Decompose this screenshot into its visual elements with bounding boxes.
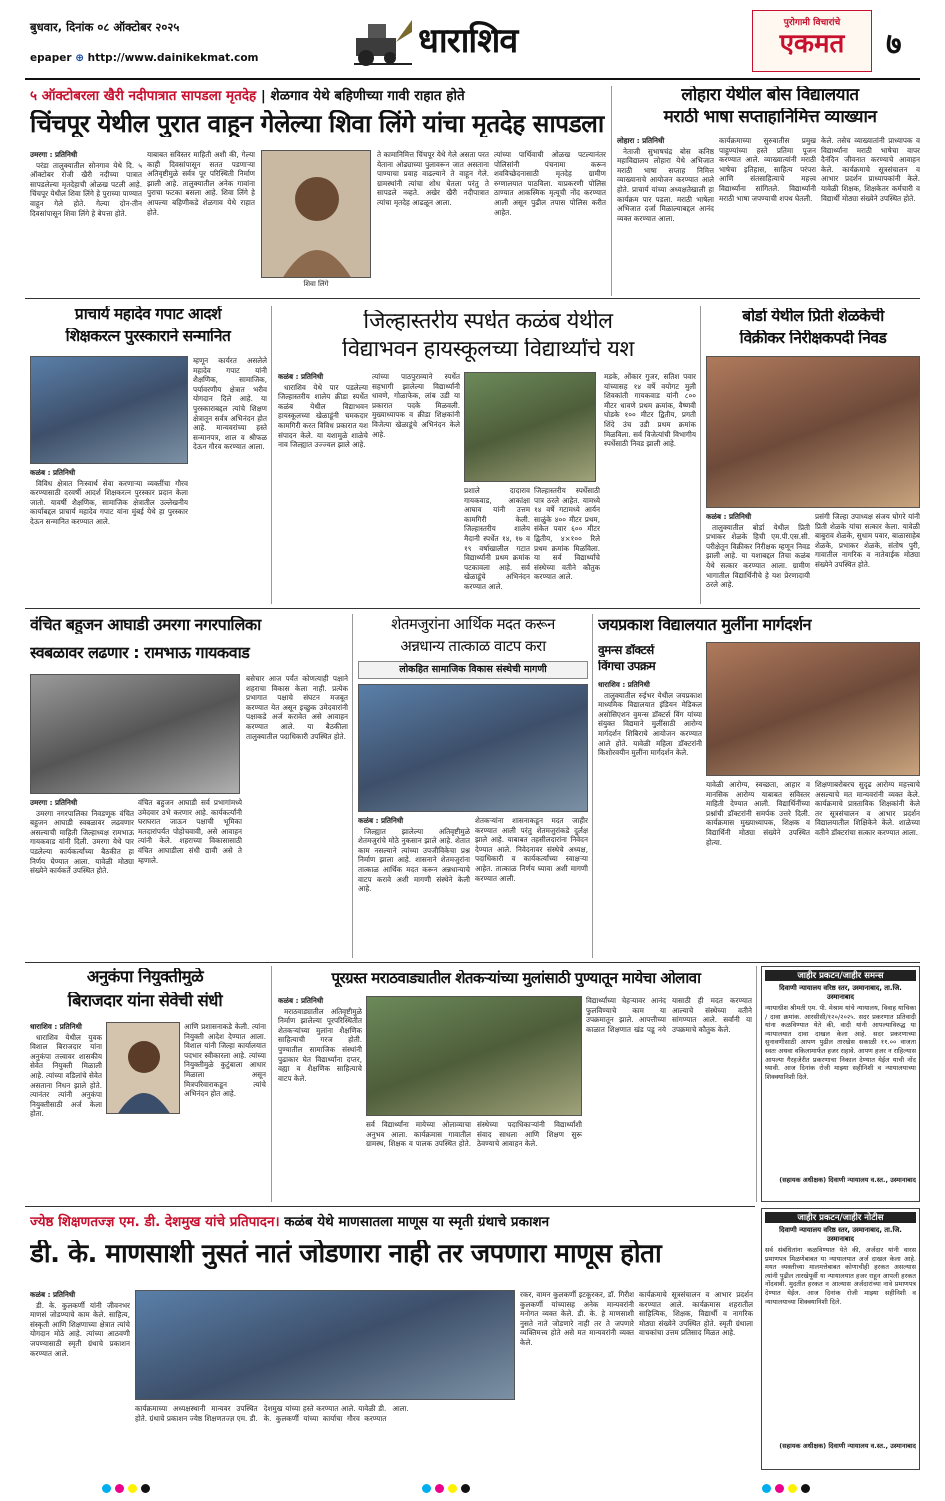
notice1-court: दिवाणी न्यायालय वरिष्ठ स्तर, उस्मानाबाद, ता.जि. उस्मानाबाद [779, 984, 902, 1001]
notice2-header: जाहीर प्रकटन/जाहीर नोटीस [765, 1212, 916, 1223]
story8-subhead-line2: विंगचा उपक्रम [598, 660, 656, 673]
notice1-header: जाहीर प्रकटन/जाहीर समन्स [765, 970, 916, 981]
story3-divider [271, 306, 272, 604]
story10-divider [756, 966, 757, 1202]
dot-black-icon [801, 1484, 810, 1493]
story2-headline-line1: लोहारा येथील बोस विद्यालयात [681, 86, 859, 105]
epaper-line [30, 52, 258, 64]
story6-photo [30, 674, 240, 794]
story10-col1 [278, 996, 362, 1200]
story11-col1-text: डी. के. कुलकर्णी यांनी जीवनभर माणसं जोडण्याचे काम केले. साहित्य, संस्कृती आणि शिक्षणाच्या क्षेत्रात त्यांचे योगदान मोठे आहे. त्यांच्या आठवणी जपण्यासाठी स्मृती ग्रंथाचे प्रकाशन करण्यात आले. [30, 1300, 130, 1358]
story5-col2: प्रसंगी जिल्हा उपाध्यक्ष संजय घोगरे यांनी प्रिती शेळके यांचा सत्कार केला. यावेळी बाबुराव शेळके, सुधाम पवार, बाळासाहेब शेळके, प्रभाकर शेळके, संतोष पुरी, गावातील नागरिक व नातेवाईक मोठ्या संख्येने उपस्थित होते. [815, 512, 920, 569]
notice1-sign: (सहायक अधीक्षक) दिवाणी न्यायालय व.स्त., उस्मानाबाद [779, 1176, 916, 1184]
farm-illustration-icon [352, 12, 414, 68]
story6-headline-line2: स्वबळावर लढणार : रामभाऊ गायकवाड [30, 644, 250, 662]
globe-icon: ⊕ [75, 52, 85, 64]
story11-col4: कार्यक्रमाचे सूत्रसंचालन व आभार प्रदर्शन करण्यात आले. कार्यक्रमास शहरातील साहित्यिक, शिक्षक, विद्यार्थी व नागरिक मोठ्या संख्येने उपस्थित होते. स्मृती ग्रंथाला वाचकांचा उत्तम प्रतिसाद मिळत आहे. [639, 1290, 753, 1338]
story11-kicker [30, 1212, 754, 1230]
story7-headline-line1: शेतमजुरांना आर्थिक मदत करून [391, 616, 555, 633]
registration-marks-center [420, 1478, 472, 1497]
story4-col3: प्रशाले दादाराव गायकवाड, आकांक्षा आघाव यांनी उत्तम कामगिरी केली. जिल्हास्तरीय शालेय मैदानी स्पर्धेत १४, १७ व १९ वर्षाखालील गटात विद्यार्थ्यांनी प्रथम क्रमांक पटकावला आहे. सर्व खेळाडूंचे अभिनंदन करण्यात आले. [464, 486, 530, 591]
story1-photo [261, 150, 371, 278]
story2-col1 [617, 136, 714, 294]
portrait-icon [262, 151, 371, 278]
story3-headline-line2: शिक्षकरत्न पुरस्काराने सन्मानित [65, 328, 231, 345]
story8-photo [706, 642, 920, 776]
dot-yellow-icon [788, 1484, 797, 1493]
dot-cyan-icon [762, 1484, 771, 1493]
registration-marks-right [760, 1478, 812, 1497]
story11-dateline: कळंब : प्रतिनिधी [30, 1290, 76, 1299]
story4-headline-line2: विद्याभवन हायस्कूलच्या विद्यार्थ्यांचे यश [342, 338, 634, 362]
story10-col1-text: मराठवाड्यातील अतिवृष्टीमुळे निर्माण झालेल्या पूरपरिस्थितीत शेतकऱ्यांच्या मुलांना शैक्षणिक साहित्याची गरज होती. पुण्यातील सामाजिक संस्थांनी पुढाकार घेत विद्यार्थ्यांना दप्तर, वह्या व शैक्षणिक साहित्याचे वाटप केले. [278, 1006, 362, 1083]
story6-col1-text: उमरगा नगरपालिका निवडणूक वंचित बहुजन आघाडी स्वबळावर लढवणार असल्याची माहिती जिल्हाध्यक्ष रामभाऊ गायकवाड यांनी दिली. उमरगा येथे पार पडलेल्या कार्यकर्त्यांच्या बैठकीत हा निर्णय घेण्यात आला. यावेळी मोठ्या संख्येने कार्यकर्ते उपस्थित होते. [30, 808, 134, 876]
notice2-body: सर्व संबंधितांना कळविण्यात येते की, अर्जदार यांनी वारस प्रमाणपत्र मिळणेबाबत या न्यायालयात अर्ज दाखल केला आहे. मयत व्यक्तीच्या मालमत्तेबाबत कोणाचीही हरकत असल्यास त्यांनी पुढील तारखेपूर्वी या न्यायालयात हजर राहून आपली हरकत नोंदवावी. मुदतीत हरकत न आल्यास अर्जदारांच्या नावे प्रमाणपत्र देण्यात येईल. आज दिनांक रोजी माझ्या सहीनिशी व न्यायालयाच्या शिक्क्यानिशी दिले. [765, 1246, 916, 1306]
story9-col1-text: धाराशिव येथील युवक विशाल बिराजदार यांना अनुकंपा तत्त्वावर शासकीय सेवेत नियुक्ती मिळाली आहे. त्यांच्या वडिलांचे सेवेत असताना निधन झाले होते. त्यानंतर त्यांनी अनुकंपा नियुक्तीसाठी अर्ज केला होता. [30, 1032, 102, 1119]
story1-kicker-left: ५ ऑक्टोबरला खैरी नदीपात्रात सापडला मृतदेह [30, 88, 257, 104]
story3-dateline: कळंब : प्रतिनिधी [30, 468, 76, 477]
story7-headline-line2: अन्नधान्य तात्काळ वाटप करा [400, 638, 546, 655]
story11-col1 [30, 1290, 130, 1468]
story8-col1-text: तालुक्यातील रुईभर येथील जयप्रकाश माध्यमिक विद्यालयात इंडियन मेडिकल असोसिएशन वुमन्स डॉक्टर्स विंग यांच्या संयुक्त विद्यमाने मुलींसाठी आरोग्य मार्गदर्शन शिबिराचे आयोजन करण्यात आले होते. यावेळी महिला डॉक्टरांनी किशोरवयीन मुलींना मार्गदर्शन केले. [598, 690, 702, 758]
dot-cyan-icon [422, 1484, 431, 1493]
story3-headline-line1: प्राचार्य महादेव गपाट आदर्श [74, 306, 222, 323]
story11-photo [135, 1290, 515, 1400]
story1-dateline: उमरगा : प्रतिनिधी [30, 150, 78, 159]
story9-col2: आणि प्रशासनाकडे केली. त्यांना नियुक्ती आदेश देण्यात आला. विशाल यांनी जिल्हा कार्यालयात पदभार स्वीकारला आहे. त्यांच्या नियुक्तीमुळे कुटुंबाला आधार मिळाला असून मित्रपरिवाराकडून त्यांचे अभिनंदन होत आहे. [184, 1022, 266, 1099]
story9-col1 [30, 1022, 102, 1200]
story5-col1 [706, 512, 810, 604]
dot-black-icon [141, 1484, 150, 1493]
dot-magenta-icon [115, 1484, 124, 1493]
story4-photo [464, 372, 596, 482]
story8-subhead-line1: वुमन्स डॉक्टर्स [598, 644, 654, 657]
story1-headline: चिंचपूर येथील पुरात वाहून गेलेल्या शिवा लिंगे यांचा मृतदेह सापडला [30, 110, 604, 138]
story4-col4: जिल्हास्तरीय स्पर्धेसाठी पात्र ठरले आहेत. यामध्ये १४ वर्षे गटामध्ये आर्यन साळुंके ४०० मीटर प्रथम, संकेत पवार ६०० मीटर द्वितीय, ४×१०० रिले प्रथम क्रमांक मिळविला. या सर्व विद्यार्थ्यांचे संस्थेच्या वतीने कौतुक करण्यात आले. [534, 486, 600, 582]
notice2-court: दिवाणी न्यायालय वरिष्ठ स्तर, उस्मानाबाद, ता.जि. उस्मानाबाद [779, 1226, 902, 1243]
story9-dateline: धाराशिव : प्रतिनिधी [30, 1022, 82, 1031]
dot-magenta-icon [775, 1484, 784, 1493]
story10-headline: पूरग्रस्त मराठवाड्यातील शेतकऱ्यांच्या मुलांसाठी पुण्यातून मायेचा ओलावा [331, 970, 701, 987]
dot-black-icon [461, 1484, 470, 1493]
story1-divider [611, 86, 612, 296]
story7-col1-text: जिल्ह्यात झालेल्या अतिवृष्टीमुळे शेतमजुरांचे मोठे नुकसान झाले आहे. शेतात काम नसल्याने त्यांच्या उपजीविकेचा प्रश्न निर्माण झाला आहे. शासनाने शेतमजुरांना तात्काळ आर्थिक मदत करून अन्नधान्याचे वाटप करावे अशी मागणी संस्थेने केली आहे. [358, 826, 470, 894]
masthead-rule [25, 78, 920, 80]
story9-headline-line2: बिराजदार यांना सेवेची संधी [67, 992, 223, 1010]
story11-col2: कार्यक्रमाच्या अध्यक्षस्थानी मान्यवर उपस्थित होते. ग्रंथाचे प्रकाशन ज्येष्ठ शिक्षणतज्ज्ञ एम. डी. देशमुख यांच्या हस्ते करण्यात आले. यावेळी डी. के. कुलकर्णी यांच्या कार्याचा गौरव करण्यात आला. [135, 1404, 409, 1423]
story6-col2: वंचित बहुजन आघाडी सर्व प्रभागांमध्ये उमेदवार उभे करणार आहे. कार्यकर्त्यांनी घराघरात जाऊन पक्षाची भूमिका मतदारांपर्यंत पोहोचवावी, असे आवाहन त्यांनी केले. शहराच्या विकासासाठी वंचित आघाडीला संधी द्यावी असे ते म्हणाले. [138, 798, 242, 865]
story1-col2: याबाबत सविस्तर माहिती अशी की, गेल्या काही दिवसांपासून सतत पडणाऱ्या अतिवृष्टीमुळे सर्वत्र पूर परिस्थिती निर्माण झाली आहे. तालुक्यातील अनेक गावांना पुराचा फटका बसला आहे. शिवा लिंगे हे आपल्या बहिणीकडे शेळगाव येथे राहात होते. [147, 150, 255, 217]
story10-dateline: कळंब : प्रतिनिधी [278, 996, 324, 1005]
legal-notice-1 [761, 966, 920, 1202]
row1-rule [25, 298, 920, 299]
story6-col3: बसेचार आज पर्यंत कोणत्याही पक्षाने शहराचा विकास केला नाही. प्रत्येक प्रभागात पक्षाचे संघटन मजबूत करण्यात येत असून इच्छुक उमेदवारांनी पक्षाकडे अर्ज करावेत असे आवाहन करण्यात आले. या बैठकीला तालुक्यातील पदाधिकारी उपस्थित होते. [246, 674, 348, 741]
page-number: ७ [886, 27, 902, 62]
story2-col1-text: नेताजी सुभाषचंद्र बोस कनिष्ठ महाविद्यालय लोहारा येथे अभिजात मराठी भाषा सप्ताह निमित्त व्याख्यानाचे आयोजन करण्यात आले होते. प्राचार्य यांच्या अध्यक्षतेखाली हा कार्यक्रम पार पडला. मराठी भाषेला अभिजात दर्जा मिळाल्याबद्दल आनंद व्यक्त करण्यात आला. [617, 146, 714, 223]
story1-col1 [30, 150, 142, 292]
story1-col1-text: परंडा तालुक्यातील सोनगाव येथे दि. ५ ऑक्टोबर रोजी खैरी नदीच्या पात्रात सापडलेल्या मृतदेहाची ओळख पटली आहे. चिंचपूर येथील शिवा लिंगे हे पुराच्या पाण्यात वाहून गेले होते. गेल्या दोन-तीन दिवसांपासून शिवा लिंगे हे बेपत्ता होते. [30, 160, 142, 218]
story1-photo-caption: शिवा लिंगे [303, 280, 329, 288]
story5-dateline: कळंब : प्रतिनिधी [706, 512, 752, 521]
story3-col1 [30, 468, 188, 603]
story6-col1 [30, 798, 134, 956]
notice2-sign: (सहायक अधीक्षक) दिवाणी न्यायालय व.स्त., उस्मानाबाद [779, 1442, 916, 1450]
story3-photo [30, 356, 188, 464]
story7-col2: शेतकऱ्यांना शासनाकडून मदत जाहीर करण्यात आली परंतु शेतमजुरांकडे दुर्लक्ष झाले आहे. याबाबत तहसीलदारांना निवेदन देण्यात आले. निवेदनावर संस्थेचे अध्यक्ष, पदाधिकारी व कार्यकर्त्यांच्या स्वाक्षऱ्या आहेत. तात्काळ निर्णय घ्यावा अशी मागणी करण्यात आली. [475, 816, 588, 883]
story9-photo [106, 1022, 180, 1114]
story7-dateline: कळंब : प्रतिनिधी [358, 816, 404, 825]
notice1-body: न्यायाधीश श्रीमती एम. पी. मेश्राम यांचे न्यायालय, विवाह याचिका / दावा क्रमांक. आरसीसी/१२०/२०२५. सदर प्रकरणात प्रतिवादी यांना कळविण्यात येते की, वादी यांनी आपल्याविरुद्ध या न्यायालयात दावा दाखल केला आहे. सदर प्रकरणाच्या सुनावणीसाठी आपण पुढील तारखेस सकाळी ११.०० वाजता स्वतः अथवा वकिलामार्फत हजर राहावे. आपण हजर न राहिल्यास आपल्या गैरहजेरीत प्रकरणाचा निकाल देण्यात येईल याची नोंद घ्यावी. आज दिनांक रोजी माझ्या सहीनिशी व न्यायालयाच्या शिक्क्यानिशी दिले. [765, 1004, 916, 1081]
story6-divider [352, 614, 353, 958]
story8-col1 [598, 680, 702, 958]
person-portrait-icon [107, 1023, 180, 1114]
story5-col1-text: तालुक्यातील बोर्डा येथील प्रिती प्रभाकर शेळके हिची एम.पी.एस.सी. परीक्षेतून विक्रीकर निरीक्षक म्हणून निवड झाली आहे. या यशाबद्दल तिचा कळंब येथे सत्कार करण्यात आला. ग्रामीण भागातील विद्यार्थिनीचे हे यश प्रेरणादायी ठरले आहे. [706, 522, 810, 590]
story4-col1-text: धाराशिव येथे पार पडलेल्या जिल्हास्तरीय शालेय क्रीडा स्पर्धेत कळंब येथील विद्याभवन हायस्कूलच्या खेळाडूंनी चमकदार कामगिरी करत विविध प्रकारात यश संपादन केले. या यशामुळे शाळेचे नाव जिल्ह्यात उज्ज्वल झाले आहे. [278, 382, 368, 450]
dot-yellow-icon [128, 1484, 137, 1493]
story9-divider [271, 966, 272, 1202]
website-link[interactable]: http://www.dainikekmat.com [87, 52, 259, 64]
story6-headline-line1: वंचित बहुजन आघाडी उमरगा नगरपालिका [30, 616, 261, 634]
story4-headline-line1: जिल्हास्तरीय स्पर्धेत कळंब येथील [363, 310, 613, 334]
story10-photo [366, 996, 582, 1116]
story5-headline-line1: बोर्डा येथील प्रिती शेळकेची [742, 308, 884, 325]
story4-col2: त्यांच्या पाठपुराव्याने स्पर्धेत सहभागी झालेल्या विद्यार्थ्यांनी धावणे, गोळाफेक, लांब उडी या प्रकारात पदके मिळवली. मुख्याध्यापक व क्रीडा शिक्षकांनी विजेत्या खेळाडूंचे अभिनंदन केले आहे. [372, 372, 460, 439]
dot-magenta-icon [435, 1484, 444, 1493]
story11-kicker-left: ज्येष्ठ शिक्षणतज्ज्ञ एम. डी. देशमुख यांचे प्रतिपादन। [30, 1214, 280, 1230]
story2-col2: कार्यक्रमाच्या सुरुवातीस प्रमुख पाहुण्यांच्या हस्ते प्रतिमा पूजन करण्यात आले. व्याख्यात्यांनी मराठी भाषेचा इतिहास, साहित्य परंपरा आणि संतसाहित्याचे महत्त्व विद्यार्थ्यांना सांगितले. विद्यार्थ्यांनी मराठी भाषा जपण्याची शपथ घेतली. [719, 136, 816, 203]
story6-dateline: उमरगा : प्रतिनिधी [30, 798, 78, 807]
masthead-date: बुधवार, दिनांक ०८ ऑक्टोबर २०२५ [30, 20, 180, 34]
masthead [0, 0, 945, 78]
epaper-label: epaper [30, 52, 72, 64]
story1-col4: त्यांच्या पार्थिवाची ओळख पटल्यानंतर पोलिसांनी पंचनामा करून शवविच्छेदनासाठी मृतदेह ग्रामीण रुग्णालयात पाठविला. याप्रकरणी पोलिस ठाण्यात आकस्मिक मृत्यूची नोंद करण्यात आली असून पुढील तपास पोलिस करीत आहेत. [494, 150, 606, 217]
story7-divider [592, 614, 593, 958]
story9-headline-line1: अनुकंपा नियुक्तीमुळे [86, 968, 204, 986]
story2-dateline: लोहारा : प्रतिनिधी [617, 136, 665, 145]
brand-name: एकमत [779, 29, 845, 59]
section-logo-block [352, 12, 602, 70]
story3-col2: म्हणून कार्यरत असलेले महादेव गपाट यांनी शैक्षणिक, सामाजिक, पर्यावरणीय क्षेत्रात भरीव योगदान दिले आहे. या पुरस्काराबद्दल त्यांचे शिक्षण क्षेत्रातून सर्वत्र अभिनंदन होत आहे. मान्यवरांच्या हस्ते सन्मानपत्र, शाल व श्रीफळ देऊन गौरव करण्यात आला. [193, 356, 267, 452]
section-title: धाराशिव [418, 21, 518, 61]
legal-notice-2 [761, 1208, 920, 1470]
story7-photo [358, 684, 588, 812]
story8-headline: जयप्रकाश विद्यालयात मुलींना मार्गदर्शन [598, 616, 811, 634]
story11-headline: डी. के. माणसाशी नुसतं नातं जोडणारा नाही तर जपणारा माणूस होता [30, 1240, 662, 1269]
story10-col2: सर्व विद्यार्थ्यांना मायेच्या ओलाव्याचा अनुभव आला. कार्यक्रमास गावातील ग्रामस्थ, शिक्षक व पालक उपस्थित होते. संस्थेच्या पदाधिकाऱ्यांनी विद्यार्थ्यांशी संवाद साधला आणि शिक्षण सुरू ठेवण्याचे आवाहन केले. [366, 1120, 582, 1149]
dot-cyan-icon [102, 1484, 111, 1493]
brand-block [752, 10, 872, 72]
story7-col1 [358, 816, 470, 956]
story1-col3: ते कामानिमित्त चिंचपूर येथे गेले असता परत येताना ओढ्याच्या पुलावरून जात असताना पाण्याचा प्रवाह वाढल्याने ते वाहून गेले. ग्रामस्थांनी त्यांचा शोध घेतला परंतु ते सापडले नव्हते. अखेर खैरी नदीपात्रात त्यांचा मृतदेह आढळून आला. [377, 150, 489, 207]
row3-rule [25, 962, 920, 963]
dot-yellow-icon [448, 1484, 457, 1493]
story4-col1 [278, 372, 368, 602]
story8-col3: शिक्षणाबरोबरच सुदृढ आरोग्य महत्त्वाचे असल्याचे मत मान्यवरांनी व्यक्त केले. कार्यक्रमाचे प्रास्ताविक शिक्षकांनी केले तर सूत्रसंचालन व आभार प्रदर्शन विद्यालयातील शिक्षिकेने केले. शाळेच्या वतीने डॉक्टरांचा सत्कार करण्यात आला. [815, 780, 920, 837]
story7-banner: लोकहित सामाजिक विकास संस्थेची मागणी [358, 661, 588, 679]
story4-dateline: कळंब : प्रतिनिधी [278, 372, 324, 381]
row4-rule [25, 1206, 755, 1207]
story8-col2: यावेळी आरोग्य, स्वच्छता, आहार व मानसिक आरोग्य याबाबत सविस्तर माहिती देण्यात आली. विद्यार्थिनींच्या प्रश्नांची डॉक्टरांनी समर्पक उत्तरे दिली. कार्यक्रमास मुख्याध्यापक, शिक्षक व विद्यार्थिनी मोठ्या संख्येने उपस्थित होत्या. [706, 780, 810, 847]
row2-rule [25, 608, 920, 609]
story1-kicker-right: शेळगाव येथे बहिणीच्या गावी राहात होते [270, 88, 465, 104]
story4-col5: मडके, ओंकार गुजर, सतिश पवार यांच्यासह १४ वर्षे वयोगट मुली शिवकांती गायकवाड यांनी ८०० मीटर धावणे प्रथम क्रमांक, वैष्णवी घोडके १०० मीटर द्वितीय, प्रगती शिंदे उंच उडी प्रथम क्रमांक मिळविला. सर्व विजेत्यांची विभागीय स्पर्धेसाठी निवड झाली आहे. [604, 372, 696, 449]
brand-tagline: पुरोगामी विचारांचे [783, 18, 841, 28]
story2-col3: केले. तसेच व्याख्यातांनी प्राध्यापक व विद्यार्थ्यांना मराठी भाषेचा वापर दैनंदिन जीवनात करण्याचे आवाहन केले. कार्यक्रमाचे सूत्रसंचालन व आभार प्रदर्शन प्राध्यापकांनी केले. यावेळी शिक्षक, शिक्षकेतर कर्मचारी व विद्यार्थी मोठ्या संख्येने उपस्थित होते. [821, 136, 920, 203]
story3-col1-text: विविध क्षेत्रात निःस्वार्थ सेवा करणाऱ्या व्यक्तींचा गौरव करण्यासाठी दरवर्षी आदर्श शिक्षकरत्न पुरस्कार प्रदान केला जातो. यावर्षी शैक्षणिक, सामाजिक क्षेत्रातील उल्लेखनीय कार्याबद्दल प्राचार्य महादेव गपाट यांना मुंबई येथे हा पुरस्कार देऊन सन्मानित करण्यात आले. [30, 478, 188, 526]
story2-headline-line2: मराठी भाषा सप्ताहानिमित्त व्याख्यान [663, 108, 877, 127]
registration-marks-left [100, 1478, 152, 1497]
story10-col3: विद्यार्थ्यांच्या चेहऱ्यावर आनंद फुलविण्याचे काम या उपक्रमातून झाले. आपत्तीच्या काळात शिक्षणात खंड पडू नये यासाठी ही मदत करण्यात आल्याचे संस्थेच्या वतीने सांगण्यात आले. सर्वांनी या उपक्रमाचे कौतुक केले. [586, 996, 752, 1034]
story11-kicker-right: कळंब येथे माणसातला माणूस या स्मृती ग्रंथाचे प्रकाशन [284, 1214, 550, 1230]
story11-col3: रकर, वामन कुलकर्णी इटकूरकर, डॉ. गिरीश कुलकर्णी यांच्यासह अनेक मान्यवरांनी मनोगत व्यक्त केले. डी. के. हे माणसाशी नुसते नाते जोडणारे नाही तर ते जपणारे व्यक्तिमत्त्व होते असे मत मान्यवरांनी व्यक्त केले. [520, 1290, 634, 1347]
story5-headline-line2: विक्रीकर निरीक्षकपदी निवड [739, 330, 887, 347]
story5-photo [706, 356, 920, 508]
story8-dateline: धाराशिव : प्रतिनिधी [598, 680, 650, 689]
story4-divider [700, 306, 701, 604]
story1-kicker: ५ ऑक्टोबरला खैरी नदीपात्रात सापडला मृतदेह | शेळगाव येथे बहिणीच्या गावी राहात होते [30, 88, 465, 104]
